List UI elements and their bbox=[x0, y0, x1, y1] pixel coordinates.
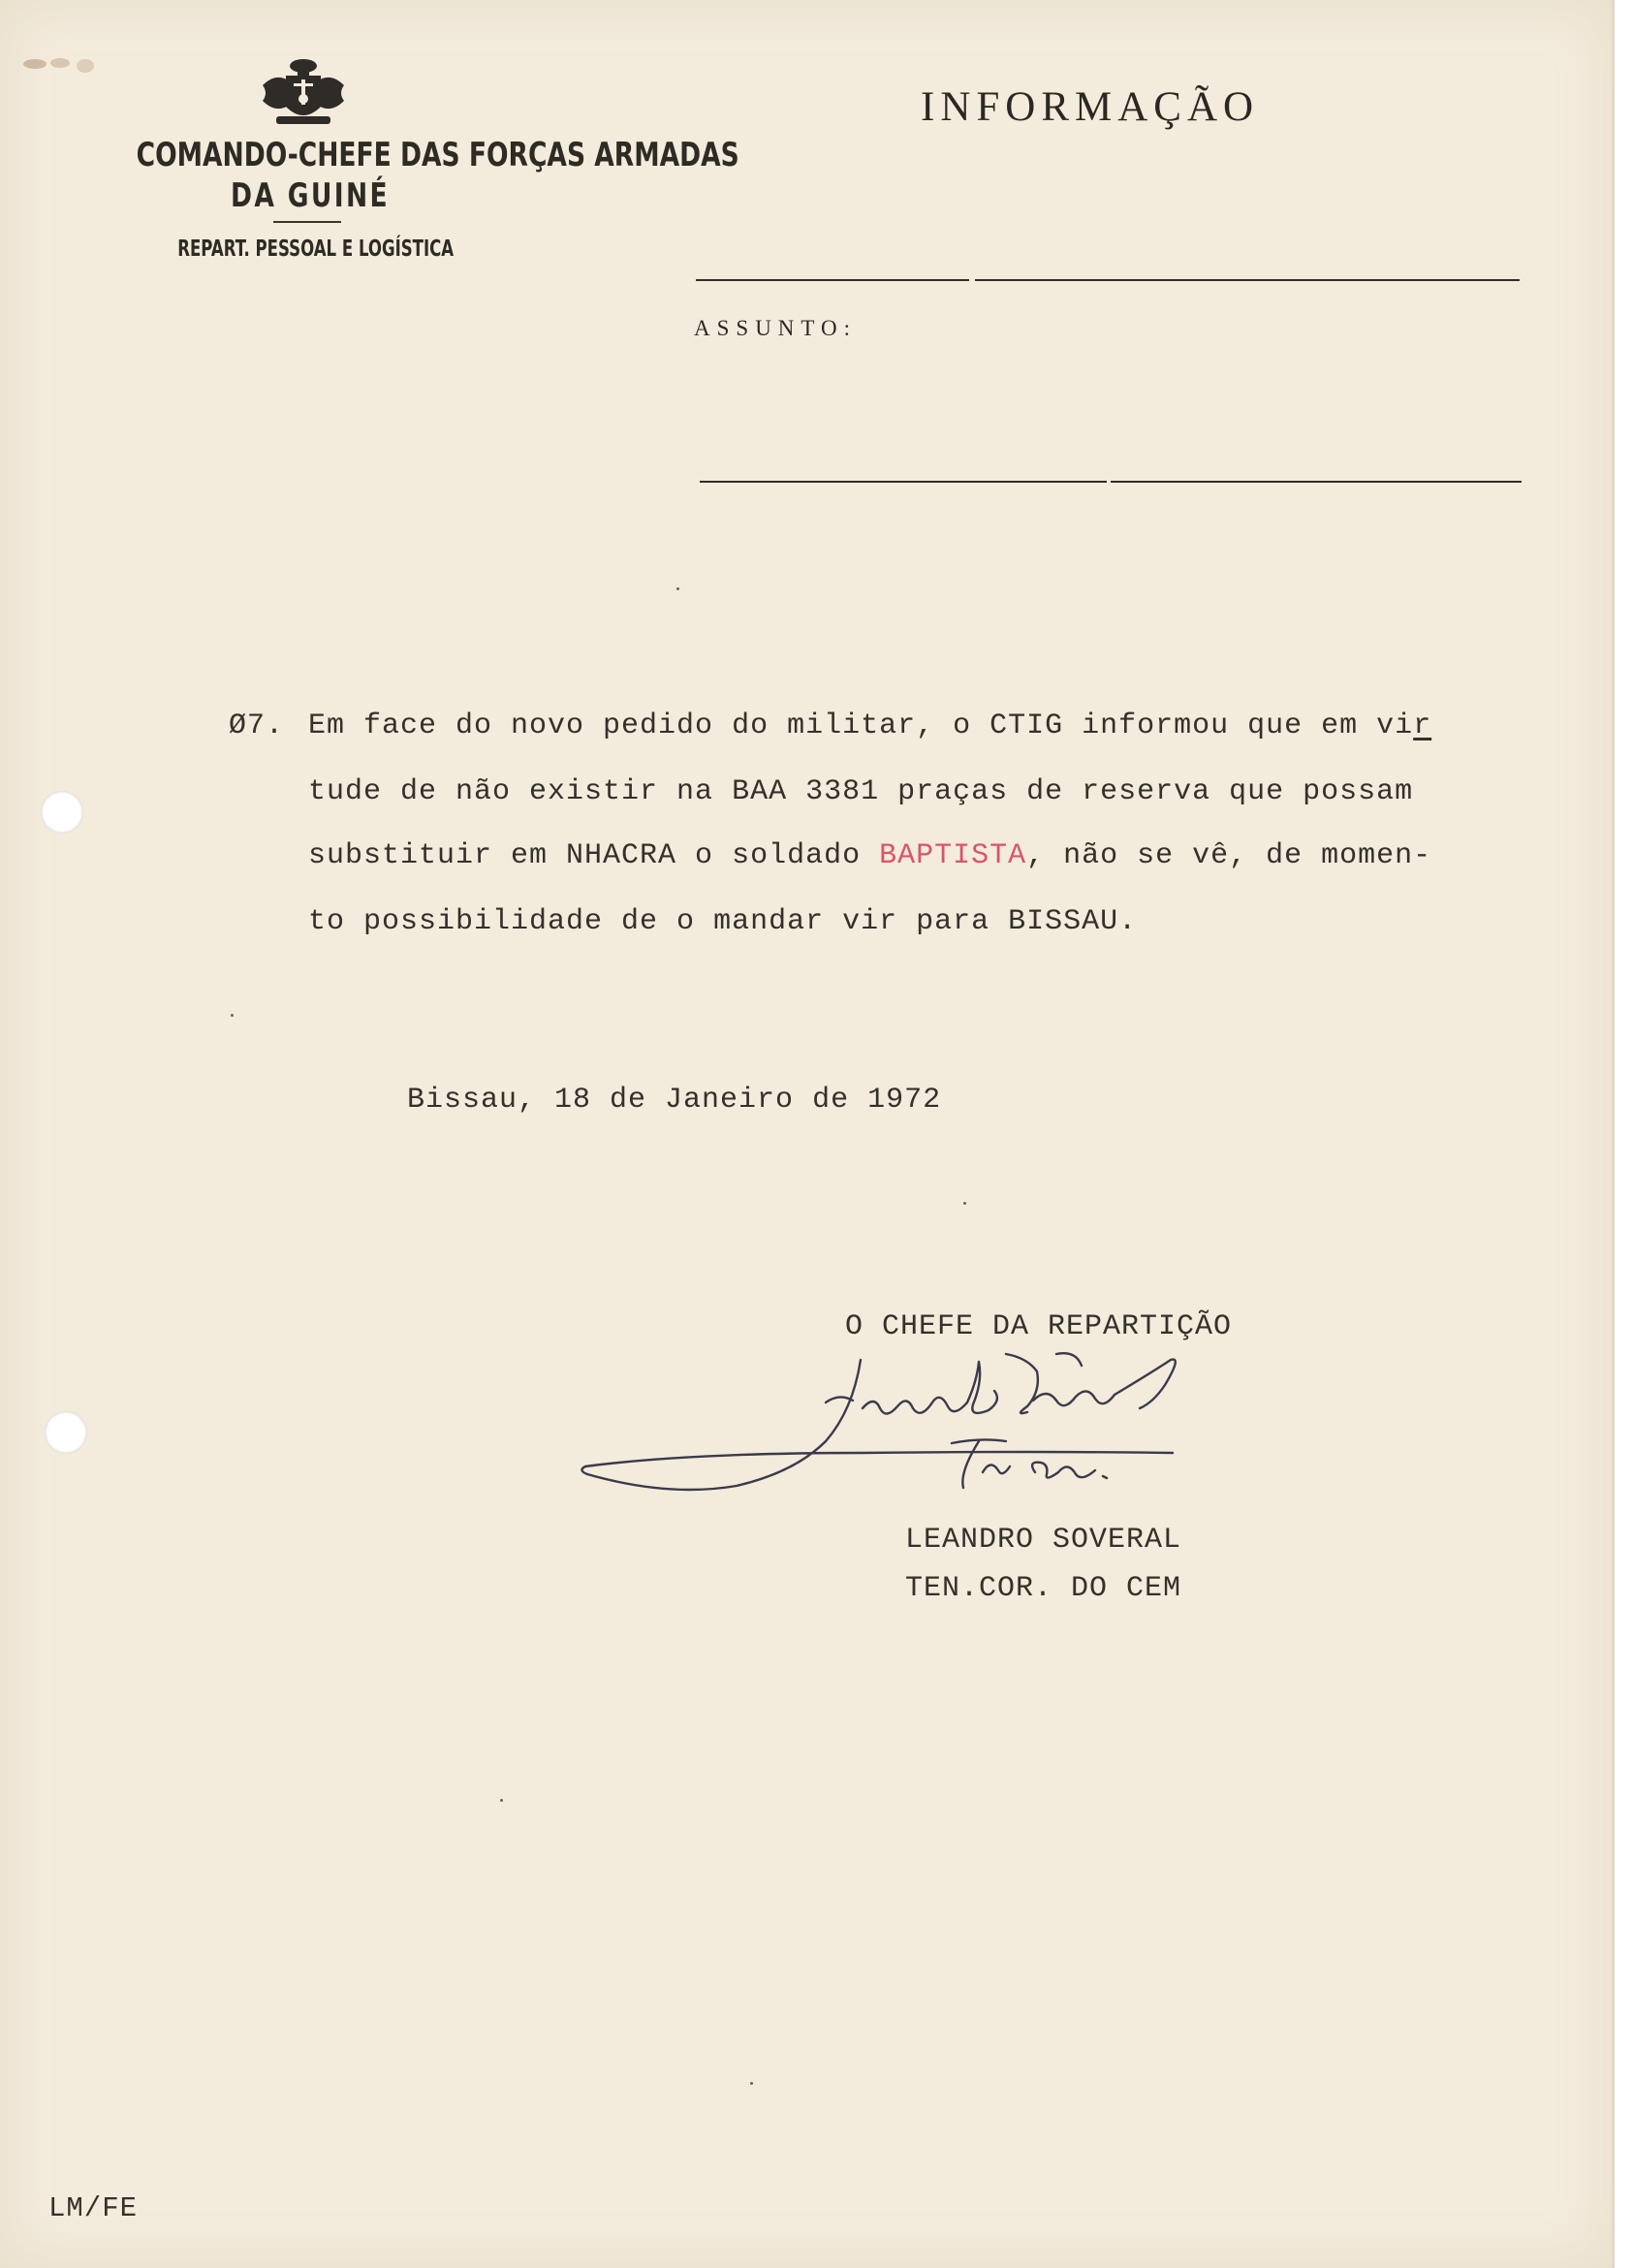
body-line bbox=[308, 839, 1431, 872]
coat-of-arms-icon bbox=[257, 56, 350, 132]
body-text: , não se vê, de momen- bbox=[1026, 839, 1432, 872]
highlighted-name: BAPTISTA bbox=[879, 839, 1027, 872]
body-line: tude de não existir na BAA 3381 praças de reserva que possam bbox=[308, 775, 1414, 808]
form-rule bbox=[975, 279, 1520, 281]
rust-stain bbox=[21, 56, 103, 76]
punch-hole bbox=[45, 1411, 87, 1454]
form-rule bbox=[1111, 481, 1522, 483]
signatory-name: LEANDRO SOVERAL bbox=[905, 1524, 1182, 1557]
document-title: INFORMAÇÃO bbox=[921, 84, 1260, 130]
organization-name-line2: DA GUINÉ bbox=[231, 176, 390, 215]
organization-name: COMANDO-CHEFE DAS FORÇAS ARMADAS bbox=[136, 136, 739, 174]
paper-speck bbox=[231, 1014, 234, 1017]
signatory-title: O CHEFE DA REPARTIÇÃO bbox=[845, 1310, 1233, 1343]
paper-speck bbox=[676, 587, 679, 590]
paper-speck bbox=[500, 1799, 503, 1802]
dateline: Bissau, 18 de Janeiro de 1972 bbox=[407, 1084, 942, 1117]
paper-speck bbox=[750, 2082, 753, 2085]
punch-hole bbox=[41, 791, 83, 834]
body-text: substituir em NHACRA o soldado bbox=[308, 839, 880, 872]
header-divider bbox=[273, 221, 341, 223]
underlined-text: r bbox=[1413, 709, 1432, 742]
paper-speck bbox=[963, 1202, 966, 1205]
handwritten-signature bbox=[572, 1352, 1308, 1507]
body-line: to possibilidade de o mandar vir para BISSAU. bbox=[308, 905, 1138, 938]
form-rule bbox=[696, 279, 969, 281]
subject-label: ASSUNTO: bbox=[694, 316, 858, 340]
form-rule bbox=[700, 481, 1107, 483]
signatory-rank: TEN.COR. DO CEM bbox=[905, 1572, 1182, 1605]
department-name: REPART. PESSOAL E LOGÍSTICA bbox=[177, 236, 455, 262]
paragraph-number: Ø7. bbox=[229, 709, 285, 742]
typist-initials: LM/FE bbox=[48, 2192, 139, 2224]
body-text: Em face do novo pedido do militar, o CTIG informou que em vi bbox=[308, 709, 1414, 742]
body-line bbox=[308, 709, 1431, 742]
